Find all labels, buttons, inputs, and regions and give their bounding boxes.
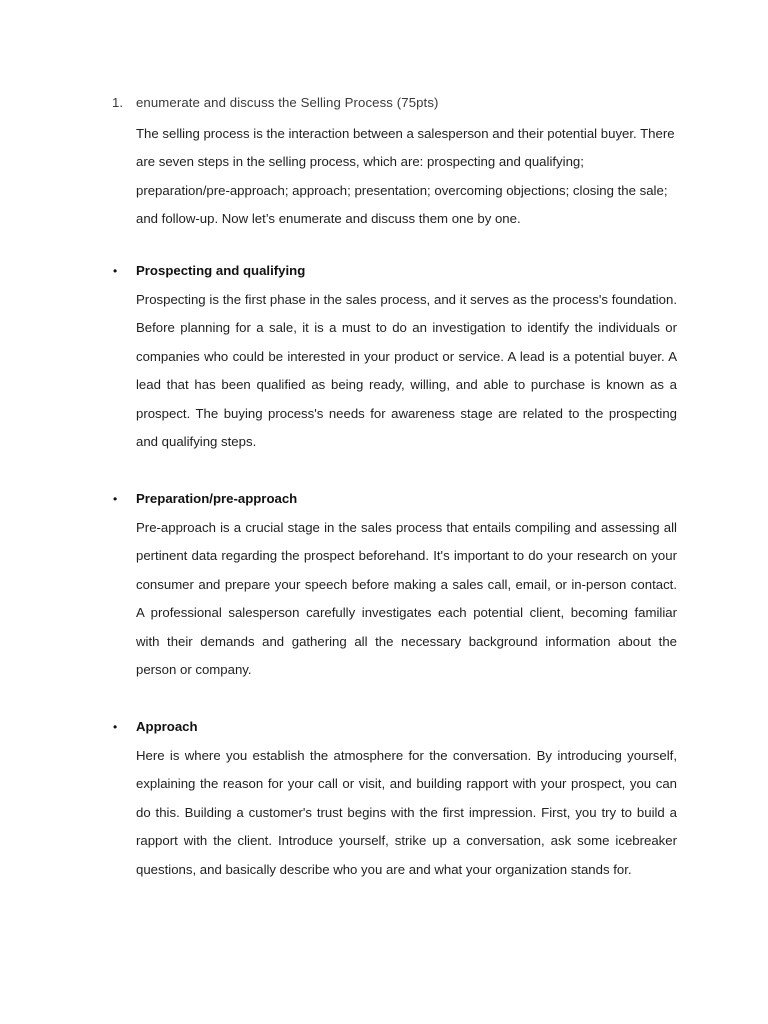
section-prospecting	[108, 260, 678, 456]
bullet-icon: •	[113, 264, 118, 278]
section-body: Pre-approach is a crucial stage in the sales process that entails compiling and assessing all pertinent data regarding the prospect beforehand. It's important to do your research on your consumer and prepare your speech before making a sales call, email, or in-person contact. A professional salesperson carefully investigates each potential client, becoming familiar with their demands and gathering all the necessary background information about the person or company.	[136, 520, 677, 678]
section-title: Preparation/pre-approach	[136, 491, 298, 506]
question-heading	[108, 92, 678, 114]
section-title: Prospecting and qualifying	[136, 263, 306, 278]
section-title: Approach	[136, 719, 198, 734]
section-preparation	[108, 488, 678, 684]
section-heading	[108, 260, 678, 282]
intro-paragraph: The selling process is the interaction between a salesperson and their potential buyer. There are seven steps in the selling process, which are: prospecting and qualifying; preparation/pre-approach; approach; presentation; overcoming objections; closing the sale; and follow-up. Now let’s enumerate and discuss them one by one.	[136, 126, 675, 227]
section-heading	[108, 488, 678, 510]
question-title: enumerate and discuss the Selling Process (75pts)	[136, 95, 439, 110]
question-number: 1.	[112, 95, 123, 110]
question-block	[108, 92, 678, 234]
bullet-icon: •	[113, 492, 118, 506]
section-approach	[108, 716, 678, 884]
section-body: Here is where you establish the atmosphere for the conversation. By introducing yourself, explaining the reason for your call or visit, and building rapport with your prospect, you can do this. Building a customer's trust begins with the first impression. First, you try to build a rapport with the client. Introduce yourself, strike up a conversation, ask some icebreaker questions, and basically describe who you are and what your organization stands for.	[136, 748, 677, 877]
section-heading	[108, 716, 678, 738]
bullet-icon: •	[113, 720, 118, 734]
section-body: Prospecting is the first phase in the sales process, and it serves as the process's foundation. Before planning for a sale, it is a must to do an investigation to identify the individuals or companies who could be interested in your product or service. A lead is a potential buyer. A lead that has been qualified as being ready, willing, and able to purchase is known as a prospect. The buying process's needs for awareness stage are related to the prospecting and qualifying steps.	[136, 292, 677, 450]
